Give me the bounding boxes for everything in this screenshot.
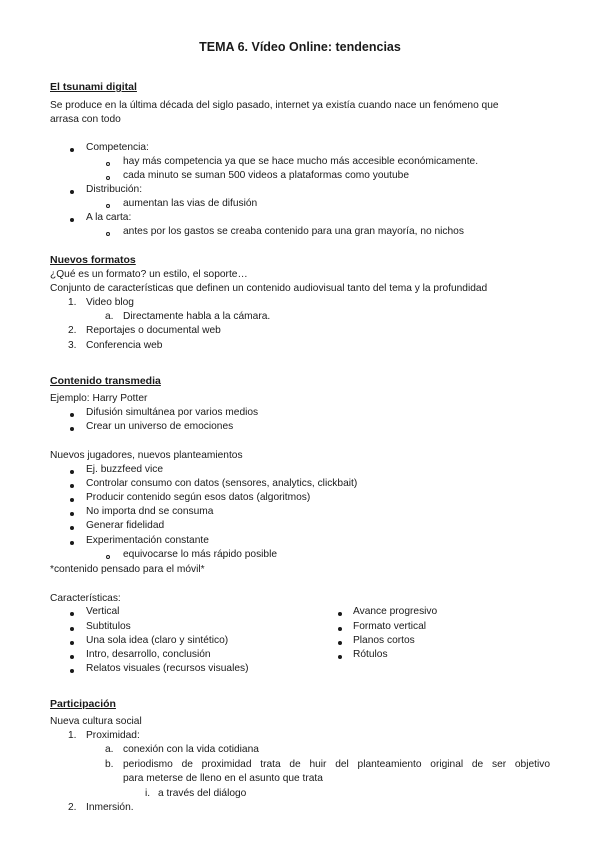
list-item: Experimentación constante	[86, 535, 209, 546]
list-item: Planos cortos	[353, 635, 415, 646]
list-item: aumentan las vias de difusión	[123, 198, 258, 209]
hollow-bullet-icon	[106, 232, 110, 236]
hollow-bullet-icon	[106, 204, 110, 208]
hollow-bullet-icon	[106, 555, 110, 559]
paragraph-line: arrasa con todo	[50, 114, 121, 125]
paragraph-line: ¿Qué es un formato? un estilo, el soporte…	[50, 269, 248, 280]
list-marker: 1.	[68, 730, 77, 741]
bullet-icon	[70, 641, 74, 645]
list-item: Intro, desarrollo, conclusión	[86, 649, 211, 660]
heading-nuevos-formatos: Nuevos formatos	[50, 254, 136, 266]
list-item: Distribución:	[86, 184, 143, 195]
list-item: Producir contenido según esos datos (algoritmos)	[86, 492, 311, 503]
list-item: Subtitulos	[86, 621, 131, 632]
list-marker: a.	[105, 744, 114, 755]
list-marker: 3.	[68, 340, 77, 351]
bullet-icon	[70, 484, 74, 488]
bullet-icon	[70, 612, 74, 616]
bullet-icon	[70, 655, 74, 659]
list-item: periodismo de proximidad trata de huir del planteamiento original de ser objetivo	[123, 759, 550, 770]
list-item: Una sola idea (claro y sintético)	[86, 635, 229, 646]
paragraph-line: Nueva cultura social	[50, 716, 142, 727]
paragraph-line: Se produce en la última década del siglo pasado, internet ya existía cuando nace un fenómeno que	[50, 100, 499, 111]
list-item: Ej. buzzfeed vice	[86, 464, 164, 475]
bullet-icon	[338, 655, 342, 659]
list-marker: a.	[105, 311, 114, 322]
paragraph-line: Características:	[50, 593, 121, 604]
bullet-icon	[338, 641, 342, 645]
bullet-icon	[70, 512, 74, 516]
list-item: Directamente habla a la cámara.	[123, 311, 271, 322]
bullet-icon	[338, 612, 342, 616]
heading-tsunami-digital: El tsunami digital	[50, 81, 137, 93]
list-marker: i.	[145, 788, 151, 799]
heading-participacion: Participación	[50, 698, 116, 710]
list-item: Relatos visuales (recursos visuales)	[86, 663, 249, 674]
list-item: Formato vertical	[353, 621, 427, 632]
hollow-bullet-icon	[106, 176, 110, 180]
list-item: Video blog	[86, 297, 134, 308]
bullet-icon	[70, 218, 74, 222]
list-marker: 2.	[68, 802, 77, 813]
paragraph-line: Conjunto de características que definen un contenido audiovisual tanto del tema y la profundidad	[50, 283, 488, 294]
list-item: conexión con la vida cotidiana	[123, 744, 259, 755]
list-item: Avance progresivo	[353, 606, 438, 617]
list-item: Controlar consumo con datos (sensores, analytics, clickbait)	[86, 478, 358, 489]
list-item-continuation: para meterse de lleno en el asunto que trata	[123, 773, 323, 784]
list-item: A la carta:	[86, 212, 132, 223]
list-marker: 2.	[68, 325, 77, 336]
bullet-icon	[338, 627, 342, 631]
list-marker: 1.	[68, 297, 77, 308]
list-item: antes por los gastos se creaba contenido para una gran mayoría, no nichos	[123, 226, 464, 237]
list-marker: b.	[105, 759, 114, 770]
bullet-icon	[70, 627, 74, 631]
list-item: Rótulos	[353, 649, 388, 660]
list-item: Proximidad:	[86, 730, 140, 741]
hollow-bullet-icon	[106, 162, 110, 166]
list-item: No importa dnd se consuma	[86, 506, 214, 517]
heading-contenido-transmedia: Contenido transmedia	[50, 375, 161, 387]
list-item: equivocarse lo más rápido posible	[123, 549, 278, 560]
list-item: cada minuto se suman 500 videos a plataformas como youtube	[123, 170, 409, 181]
bullet-icon	[70, 413, 74, 417]
list-item: Inmersión.	[86, 802, 134, 813]
bullet-icon	[70, 541, 74, 545]
list-item: Conferencia web	[86, 340, 163, 351]
list-item: Competencia:	[86, 142, 149, 153]
bullet-icon	[70, 669, 74, 673]
paragraph-line: Ejemplo: Harry Potter	[50, 393, 148, 404]
bullet-icon	[70, 148, 74, 152]
list-item: Crear un universo de emociones	[86, 421, 234, 432]
paragraph-line: *contenido pensado para el móvil*	[50, 564, 205, 575]
bullet-icon	[70, 190, 74, 194]
list-item: hay más competencia ya que se hace mucho más accesible económicamente.	[123, 156, 479, 167]
page-title: TEMA 6. Vídeo Online: tendencias	[199, 40, 401, 54]
bullet-icon	[70, 427, 74, 431]
list-item: Generar fidelidad	[86, 520, 165, 531]
list-item: Vertical	[86, 606, 120, 617]
bullet-icon	[70, 526, 74, 530]
bullet-icon	[70, 470, 74, 474]
list-item: Difusión simultánea por varios medios	[86, 407, 259, 418]
bullet-icon	[70, 498, 74, 502]
list-item: Reportajes o documental web	[86, 325, 221, 336]
list-item: a través del diálogo	[158, 788, 247, 799]
paragraph-line: Nuevos jugadores, nuevos planteamientos	[50, 450, 243, 461]
